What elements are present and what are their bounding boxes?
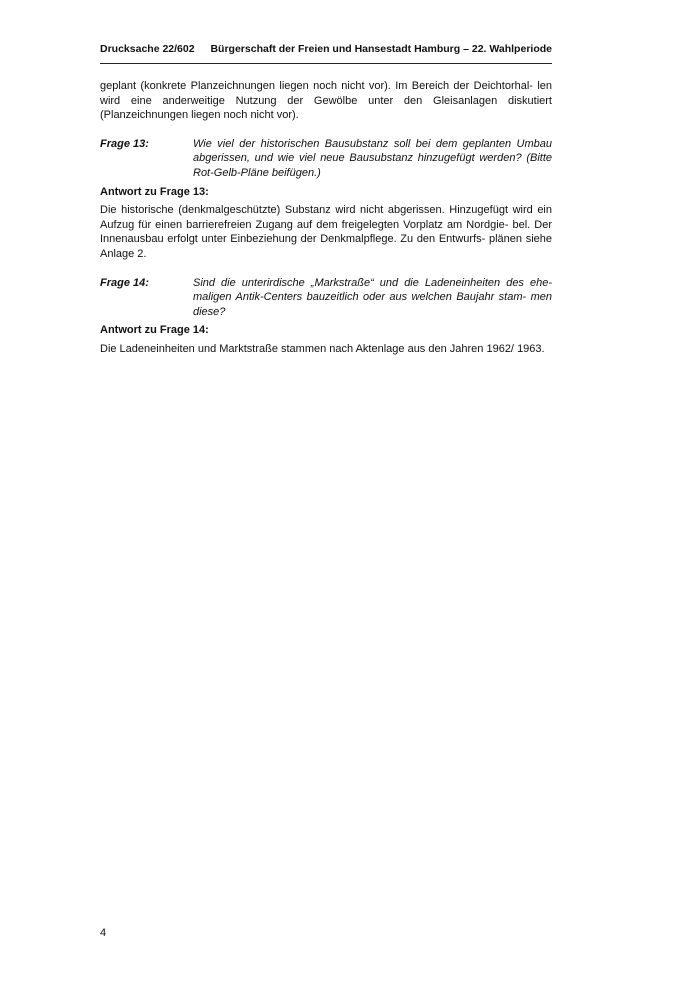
page-number: 4 [100,927,107,939]
question-13 [100,137,552,181]
intro-paragraph [100,79,552,123]
intro-line: geplant (konkrete Planzeichnungen liegen noch nicht vor). Im Bereich der Deichtorhal- [100,80,533,92]
question-line: abgerissen, und wie viel neue Bausubstanz hinzugefügt werden? [193,152,522,165]
answer-line: Die historische (denkmalgeschützte) Substanz wird nicht abgerissen. Hinzugefügt wird [100,204,533,217]
answer-14-heading: Antwort zu Frage 14: [100,324,209,337]
answer-line: plänen siehe Anlage 2. [100,233,553,260]
header-institution: Bürgerschaft der Freien und Hansestadt Hamburg – 22. Wahlperiode [210,43,552,55]
answer-line: bel. Der Innenausbau erfolgt unter Einbeziehung der Denkmalpflege. Zu den Entwurfs- [100,218,552,246]
question-14-label: Frage 14: [100,276,149,289]
question-line: Sind die unterirdische „Markstraße“ und die Ladeneinheiten des ehe- [193,276,552,289]
question-14-text [193,276,552,320]
answer-13-text [100,203,552,261]
question-line: Wie viel der historischen Bausubstanz soll bei dem geplanten Umbau [193,137,552,150]
answer-line: 1963. [517,342,545,355]
answer-line: Die Ladeneinheiten und Marktstraße stammen nach Aktenlage aus den Jahren 1962/ [100,342,514,355]
intro-line: (Planzeichnungen liegen noch nicht vor). [100,109,299,122]
document-reference: Drucksache 22/602 [100,43,195,55]
answer-13-heading: Antwort zu Frage 13: [100,185,209,198]
question-line: (Bitte Rot-Gelb-Pläne beifügen.) [193,152,552,179]
question-line: men diese? [193,291,552,318]
header-divider [100,63,552,64]
document-body [100,79,552,357]
intro-line: len wird eine anderweitige Nutzung der Gewölbe unter den Gleisanlagen diskutiert [100,80,552,107]
question-13-text [193,137,552,181]
answer-line: ein Aufzug für einen barrierefreien Zugang auf dem freigelegten Vorplatz am Nordgie- [100,204,552,231]
question-line: maligen Antik-Centers bauzeitlich oder aus welchen Baujahr stam- [193,291,527,304]
question-13-label: Frage 13: [100,137,149,150]
page-header [100,43,552,56]
question-14 [100,276,552,320]
answer-14-text [100,342,552,357]
